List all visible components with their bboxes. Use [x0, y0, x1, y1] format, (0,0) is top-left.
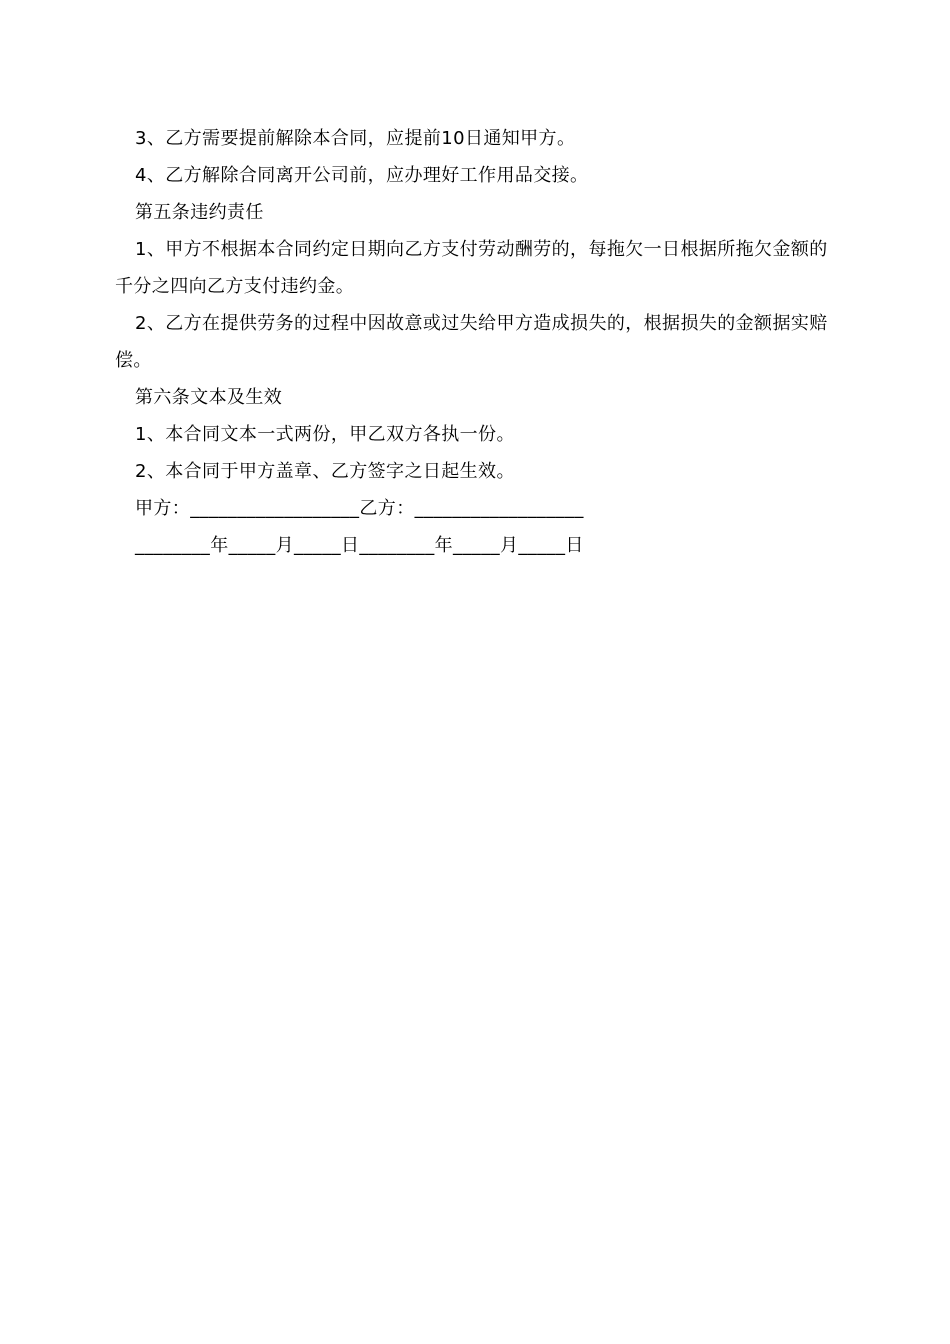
clause-breach-1: 1、甲方不根据本合同约定日期向乙方支付劳动酬劳的，每拖欠一日根据所拖欠金额的千分之四向乙方支付违约金。 — [115, 239, 828, 297]
clause-breach-2: 2、乙方在提供劳务的过程中因故意或过失给甲方造成损失的，根据损失的金额据实赔偿。 — [115, 313, 828, 371]
clause-3-early-termination: 3、乙方需要提前解除本合同，应提前10日通知甲方。 — [135, 128, 576, 149]
section-heading-effect: 第六条文本及生效 — [135, 387, 283, 408]
clause-effect-1: 1、本合同文本一式两份，甲乙双方各执一份。 — [135, 424, 515, 445]
section-heading-breach: 第五条违约责任 — [135, 202, 264, 223]
clause-4-handover: 4、乙方解除合同离开公司前，应办理好工作用品交接。 — [135, 165, 589, 186]
document-body — [115, 120, 837, 564]
date-line: ________年_____月_____日________年_____月_____日 — [135, 535, 584, 556]
signature-line: 甲方：__________________乙方：__________________ — [135, 498, 584, 519]
clause-effect-2: 2、本合同于甲方盖章、乙方签字之日起生效。 — [135, 461, 515, 482]
